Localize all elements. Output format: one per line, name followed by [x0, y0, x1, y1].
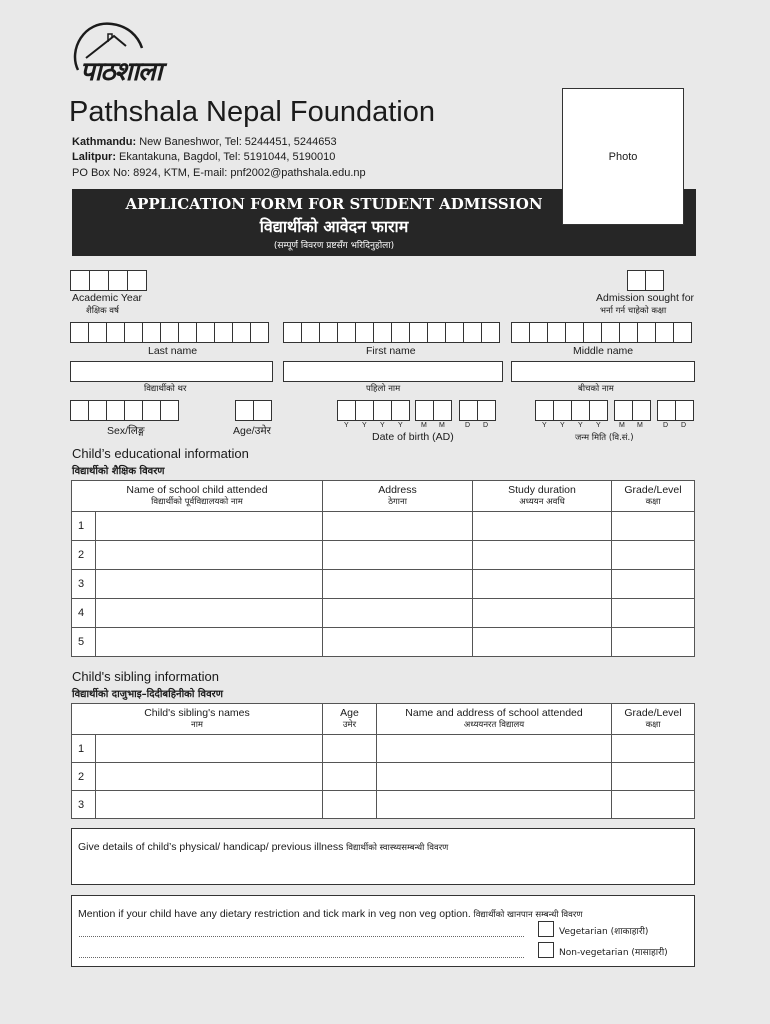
diet-line-1[interactable]: [79, 936, 524, 937]
sib-col-age: Age उमेर: [323, 704, 377, 735]
table-row: 2: [72, 763, 695, 791]
address-lalitpur: [72, 151, 335, 163]
photo-box[interactable]: [562, 88, 684, 225]
table-row: 1: [72, 735, 695, 763]
dob-bs-month-boxes[interactable]: [614, 400, 650, 421]
first-name-label-np: पहिलो नाम: [366, 384, 401, 394]
veg-checkbox[interactable]: [538, 921, 554, 937]
dob-bs-year-boxes[interactable]: [535, 400, 607, 421]
dob-bs-label: जन्म मिति (वि.सं.): [575, 433, 634, 443]
dob-ad-year-boxes[interactable]: [337, 400, 409, 421]
address-kathmandu-value: New Baneshwor, Tel: 5244451, 5244653: [136, 136, 337, 148]
address-lalitpur-value: Ekantakuna, Bagdol, Tel: 5191044, 5190010: [116, 151, 336, 163]
admission-label-np: भर्ना गर्न चाहेको कक्षा: [600, 306, 667, 316]
org-name: Pathshala Nepal Foundation: [69, 96, 435, 128]
diet-line-2[interactable]: [79, 957, 524, 958]
last-name-label: Last name: [148, 345, 198, 357]
middle-name-label-np: बीचको नाम: [578, 384, 614, 394]
academic-year-label: Academic Year: [72, 292, 143, 304]
education-table: [71, 480, 695, 657]
address-kathmandu-label: Kathmandu:: [72, 136, 137, 148]
edu-col-school: Name of school child attended विद्यार्थीको पूर्वविद्यालयको नाम: [72, 481, 323, 512]
middle-name-boxes[interactable]: [511, 322, 691, 343]
table-row: 3: [72, 791, 695, 819]
sib-col-name: Child's sibling's names नाम: [72, 704, 323, 735]
address-kathmandu: [72, 136, 337, 148]
age-label: Age/उमेर: [233, 425, 271, 437]
middle-name-np-field[interactable]: [511, 361, 695, 382]
first-name-np-field[interactable]: [283, 361, 503, 382]
admission-label: Admission sought for: [596, 292, 695, 304]
last-name-boxes[interactable]: [70, 322, 268, 343]
dob-bs-letters: Y Y Y Y M M D D: [542, 422, 687, 429]
last-name-np-field[interactable]: [70, 361, 273, 382]
sib-col-grade: Grade/Level कक्षा: [612, 704, 695, 735]
form-title-en: APPLICATION FORM FOR STUDENT ADMISSION: [125, 195, 543, 213]
admission-class-boxes[interactable]: [627, 270, 663, 291]
table-row: 5: [72, 628, 695, 657]
dob-ad-month-boxes[interactable]: [415, 400, 451, 421]
nonveg-checkbox[interactable]: [538, 942, 554, 958]
table-row: 1: [72, 512, 695, 541]
academic-year-boxes[interactable]: [70, 270, 146, 291]
education-title: Child’s educational information: [72, 446, 249, 461]
siblings-title-np: विद्यार्थीको दाजुभाइ–दिदीबहिनीको विवरण: [72, 689, 223, 700]
dob-bs-day-boxes[interactable]: [657, 400, 693, 421]
table-row: 3: [72, 570, 695, 599]
diet-box: [71, 895, 695, 967]
health-details-box[interactable]: [71, 828, 695, 885]
table-row: 4: [72, 599, 695, 628]
education-title-np: विद्यार्थीको शैक्षिक विवरण: [72, 466, 165, 477]
sex-boxes[interactable]: [70, 400, 178, 421]
form-subtitle-np: (सम्पूर्ण विवरण प्रष्टसँग भरिदिनुहोला): [273, 241, 395, 251]
logo: [66, 14, 191, 96]
sex-label: Sex/लिङ्ग: [107, 425, 145, 437]
dob-ad-letters: Y Y Y Y M M D D: [344, 422, 489, 429]
form-title-np: विद्यार्थीको आवेदन फाराम: [259, 217, 409, 236]
logo-text: पाठशाला: [80, 57, 162, 87]
edu-col-duration: Study duration अध्ययन अवधि: [473, 481, 612, 512]
academic-year-label-np: शैक्षिक वर्ष: [86, 306, 119, 316]
table-row: 2: [72, 541, 695, 570]
siblings-table: [71, 703, 695, 819]
last-name-label-np: विद्यार्थीको थर: [144, 384, 187, 394]
dob-ad-label: Date of birth (AD): [372, 431, 454, 443]
age-boxes[interactable]: [235, 400, 271, 421]
first-name-label: First name: [366, 345, 416, 357]
health-label: Give details of child’s physical/ handicap/ previous illness विद्यार्थीको स्वास्थ्यसम्बन्धी विवरण: [78, 841, 449, 853]
edu-col-address: Address ठेगाना: [323, 481, 473, 512]
contact-info: PO Box No: 8924, KTM, E-mail: pnf2002@pathshala.edu.np: [72, 167, 366, 179]
nonveg-label: Non-vegetarian (मासाहारी): [559, 948, 668, 958]
dob-ad-day-boxes[interactable]: [459, 400, 495, 421]
veg-label: Vegetarian (शाकाहारी): [559, 927, 649, 937]
sib-col-school: Name and address of school attended अध्ययनरत विद्यालय: [377, 704, 612, 735]
diet-label: Mention if your child have any dietary restriction and tick mark in veg non veg option. विद्यार्थीको खानपान सम्बन्धी विवरण: [78, 908, 583, 920]
photo-label: Photo: [608, 151, 638, 163]
siblings-title: Child's sibling information: [72, 669, 219, 684]
first-name-boxes[interactable]: [283, 322, 499, 343]
edu-col-grade: Grade/Level कक्षा: [612, 481, 695, 512]
middle-name-label: Middle name: [573, 345, 634, 357]
address-lalitpur-label: Lalitpur:: [72, 151, 116, 163]
